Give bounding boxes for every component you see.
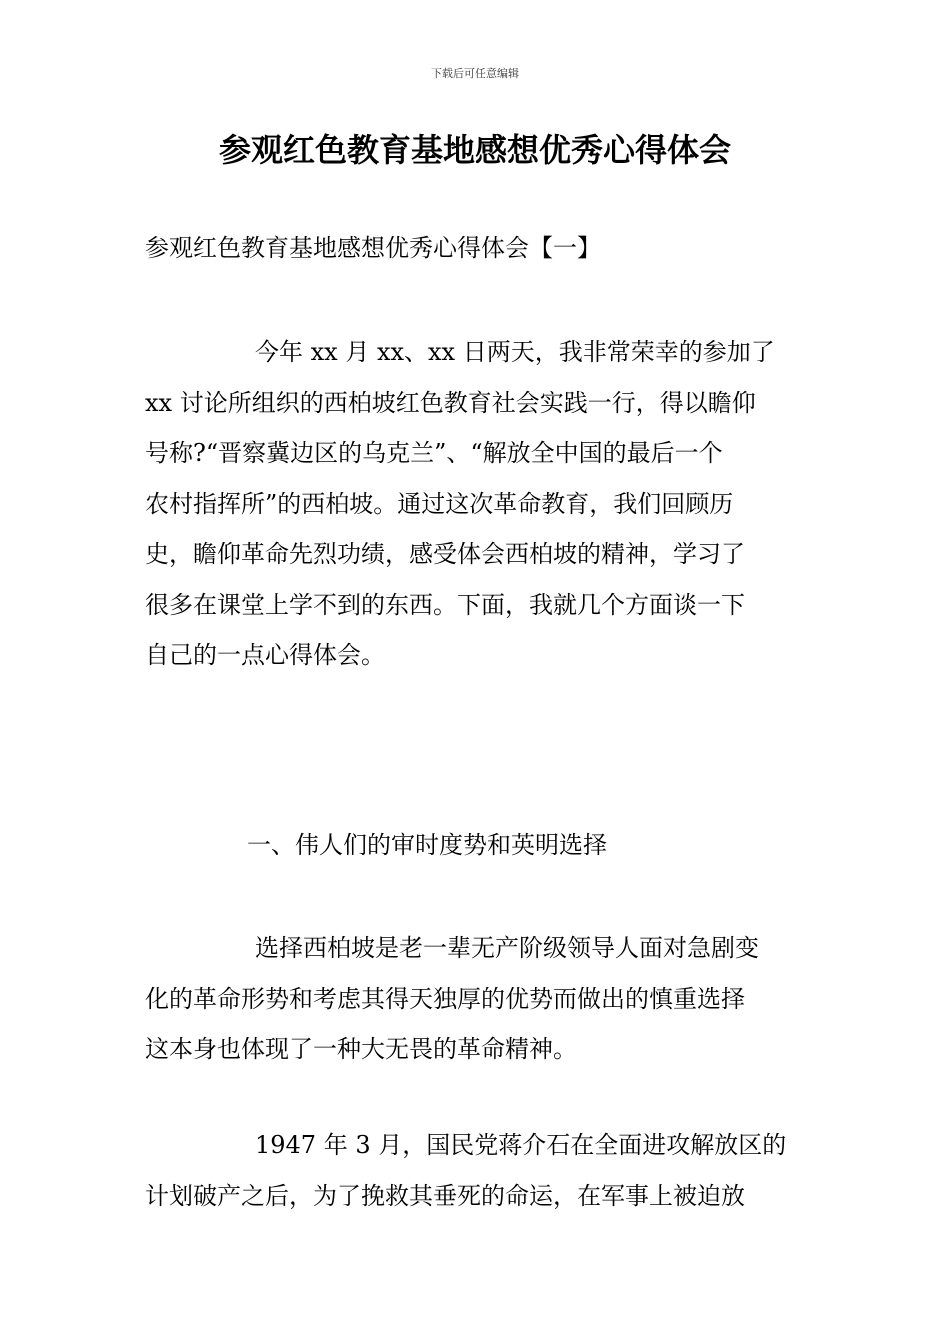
paragraph-1 <box>145 327 815 681</box>
section-title: 参观红色教育基地感想优秀心得体会【一】 <box>145 234 601 262</box>
paragraph-2 <box>145 923 815 1075</box>
paragraph-line: 农村指挥所”的西柏坡。通过这次革命教育，我们回顾历 <box>145 489 734 518</box>
paragraph-line: xx 讨论所组织的西柏坡红色教育社会实践一行，得以瞻仰 <box>145 388 756 417</box>
paragraph-line: 很多在课堂上学不到的东西。下面，我就几个方面谈一下 <box>145 590 745 619</box>
paragraph-line: 计划破产之后，为了挽救其垂死的命运，在军事上被迫放 <box>145 1181 745 1210</box>
document-title: 参观红色教育基地感想优秀心得体会 <box>218 131 731 169</box>
paragraph-3 <box>145 1120 815 1221</box>
paragraph-line: 史，瞻仰革命先烈功绩，感受体会西柏坡的精神，学习了 <box>145 540 745 568</box>
paragraph-line: 自己的一点心得体会。 <box>145 641 385 669</box>
paragraph-line: 1947 年 3 月，国民党蒋介石在全面进攻解放区的 <box>255 1131 787 1159</box>
paragraph-line: 这本身也体现了一种大无畏的革命精神。 <box>145 1035 577 1063</box>
paragraph-line: 今年 xx 月 xx、xx 日两天，我非常荣幸的参加了 <box>255 338 775 366</box>
heading-1: 一、伟人们的审时度势和英明选择 <box>247 831 607 859</box>
paragraph-line: 号称?“晋察冀边区的乌克兰”、“解放全中国的最后一个 <box>145 439 723 467</box>
paragraph-line: 选择西柏坡是老一辈无产阶级领导人面对急剧变 <box>255 934 759 962</box>
paragraph-line: 化的革命形势和考虑其得天独厚的优势而做出的慎重选择 <box>145 984 745 1013</box>
header-note: 下载后可任意编辑 <box>431 67 519 80</box>
